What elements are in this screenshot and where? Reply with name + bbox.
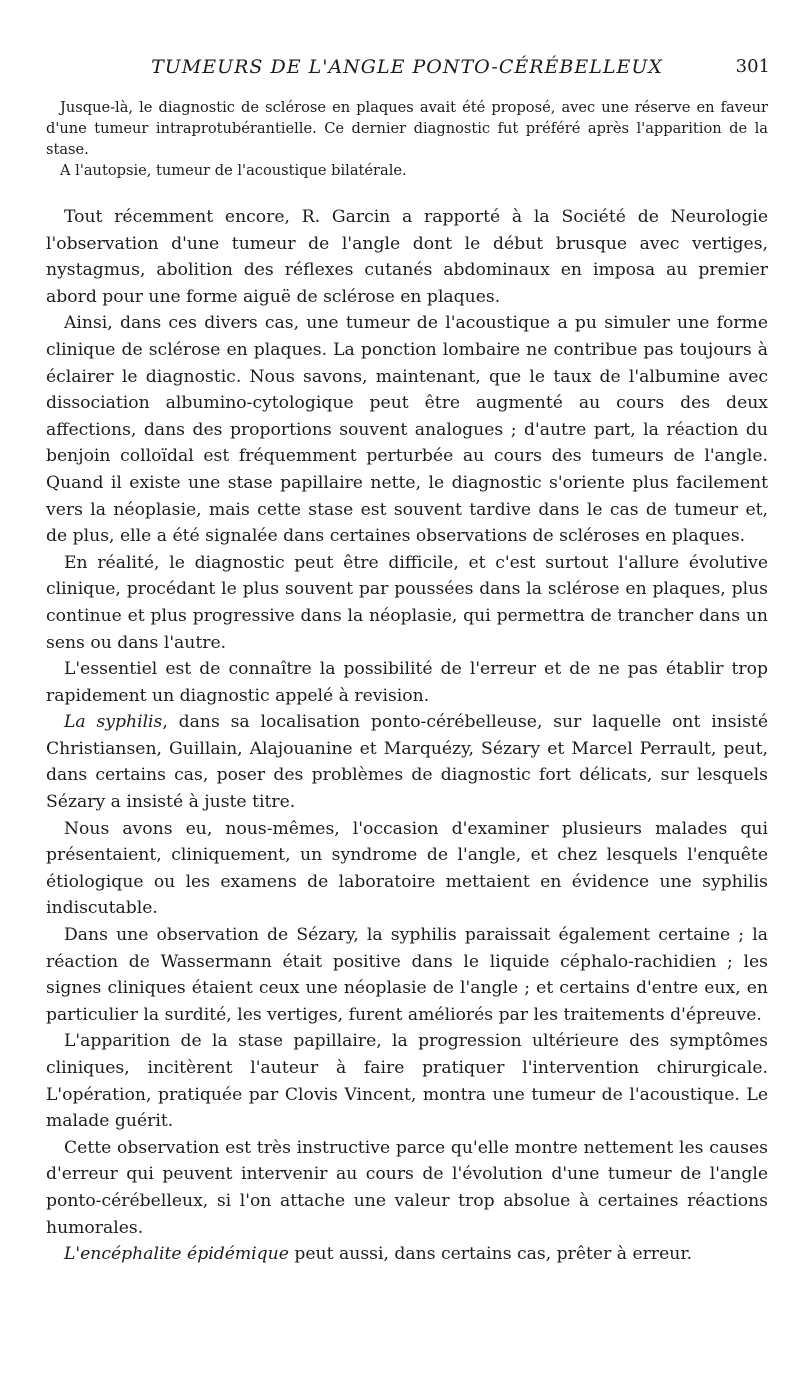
running-title: TUMEURS DE L'ANGLE PONTO-CÉRÉBELLEUX (151, 56, 663, 78)
page-number: 301 (735, 56, 770, 77)
paragraph: Cette observation est très instructive parce qu'elle montre nettement les causes d'erreur qui peuvent intervenir au cours de l'évolution d'une tumeur de l'angle ponto-cérébelleux, si l'on attache une valeur trop absolue à certaines réactions humorales. (46, 1137, 768, 1238)
paragraph: Dans une observation de Sézary, la syphilis paraissait également certaine ; la réaction de Wassermann était positive dans le liquide céphalo-rachidien ; les signes cliniques étaient ceux une néoplasie de l'angle ; et certains d'entre eux, en particulier la surdité, les vertiges, furent améliorés par les traitements d'épreuve. (46, 925, 768, 1025)
paragraph-text: peut aussi, dans certains cas, prêter à erreur. (288, 1244, 693, 1265)
paragraph-text: , dans sa localisation ponto-cérébelleuse, sur laquelle ont insisté Christiansen, Guillain, Alajouanine et Marquézy, Sézary et Marcel Perrault, peut, dans certains cas, poser des problèmes de diagnostic fort délicats, sur lesquels Sézary a insisté à juste titre. (46, 712, 769, 813)
page-header (44, 56, 770, 82)
paragraph: Ainsi, dans ces divers cas, une tumeur de l'acoustique a pu simuler une forme clinique de sclérose en plaques. La ponction lombaire ne contribue pas toujours à éclairer le diagnostic. Nous savons, maintenant, que le taux de l'albumine avec dissociation albumino-cytologique peut être augmenté au cours des deux affections, dans des proportions souvent analogues ; d'autre part, la réaction du benjoin colloïdal est fréquemment perturbée au cours des tumeurs de l'angle. Quand il existe une stase papillaire nette, le diagnostic s'oriente plus facilement vers la néoplasie, mais cette stase est souvent tardive dans le cas de tumeur et, de plus, elle a été signalée dans certaines observations de scléroses en plaques. (46, 313, 768, 547)
paragraph (46, 709, 768, 815)
case-note (46, 97, 768, 181)
paragraph (46, 1241, 768, 1268)
paragraph: En réalité, le diagnostic peut être difficile, et c'est surtout l'allure évolutive clinique, procédant le plus souvent par poussées dans la sclérose en plaques, plus continue et plus progressive dans la néoplasie, qui permettra de trancher dans un sens ou dans l'autre. (46, 552, 768, 653)
emphasis: L'encéphalite épidémique (64, 1244, 289, 1265)
emphasis: La syphilis (64, 712, 163, 733)
paragraph: L'essentiel est de connaître la possibilité de l'erreur et de ne pas établir trop rapidement un diagnostic appelé à revision. (46, 659, 768, 706)
paragraph: Nous avons eu, nous-mêmes, l'occasion d'examiner plusieurs malades qui présentaient, cliniquement, un syndrome de l'angle, et chez lesquels l'enquête étiologique ou les examens de laboratoire mettaient en évidence une syphilis indiscutable. (46, 818, 768, 919)
paragraph: Tout récemment encore, R. Garcin a rapporté à la Société de Neurologie l'observation d'une tumeur de l'angle dont le début brusque avec vertiges, nystagmus, abolition des réflexes cutanés abdominaux en imposa au premier abord pour une forme aiguë de sclérose en plaques. (46, 207, 768, 307)
body-text (46, 204, 768, 1268)
case-note-paragraph: Jusque-là, le diagnostic de sclérose en plaques avait été proposé, avec une réserve en faveur d'une tumeur intraprotubérantielle. Ce dernier diagnostic fut préféré après l'apparition de la stase. (46, 99, 768, 158)
paragraph: L'apparition de la stase papillaire, la progression ultérieure des symptômes cliniques, incitèrent l'auteur à faire pratiquer l'intervention chirurgicale. L'opération, pratiquée par Clovis Vincent, montra une tumeur de l'acoustique. Le malade guérit. (46, 1031, 768, 1132)
case-note-paragraph: A l'autopsie, tumeur de l'acoustique bilatérale. (60, 162, 407, 179)
